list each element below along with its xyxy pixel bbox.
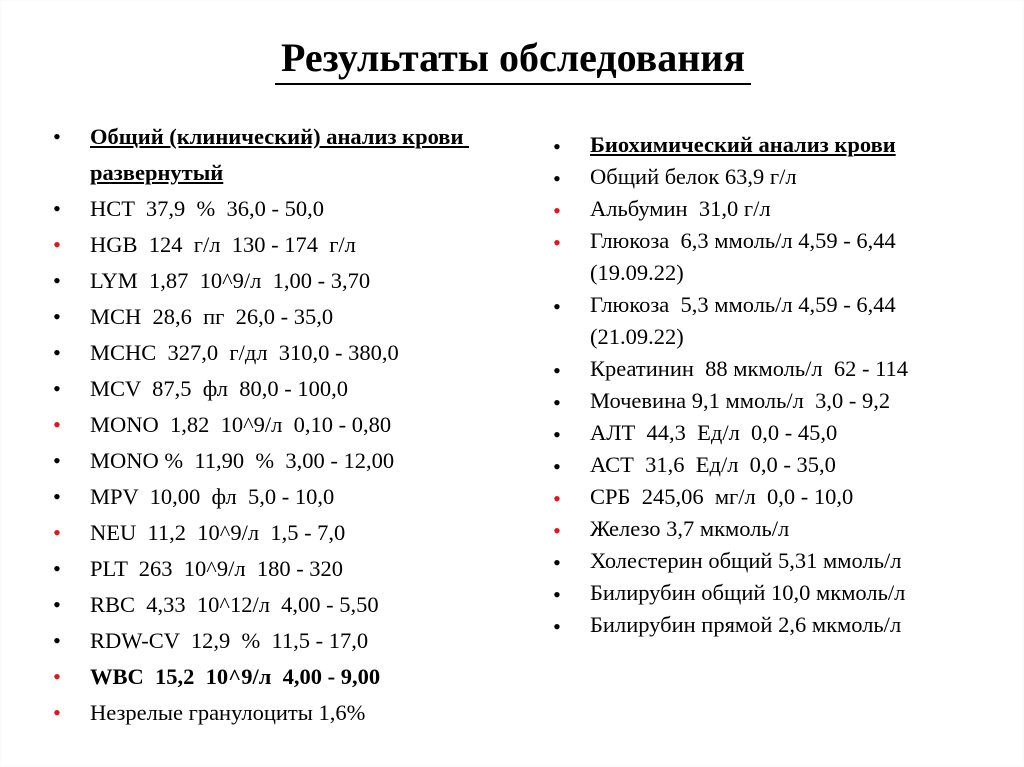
bullet-icon: • bbox=[553, 358, 561, 383]
left-column-item-label: MCHC 327,0 г/дл 310,0 - 380,0 bbox=[90, 340, 399, 365]
bullet-icon: • bbox=[53, 664, 61, 689]
bullet-icon: • bbox=[53, 556, 61, 581]
bullet-icon: • bbox=[553, 518, 561, 543]
right-column-item-label: АСТ 31,6 Ед/л 0,0 - 35,0 bbox=[590, 452, 836, 477]
bullet-icon: • bbox=[53, 484, 61, 509]
left-column-item bbox=[45, 443, 515, 479]
bullet-icon: • bbox=[553, 422, 561, 447]
right-column-item-label: Билирубин общий 10,0 мкмоль/л bbox=[590, 580, 906, 605]
left-column-item bbox=[45, 587, 515, 623]
bullet-icon: • bbox=[53, 448, 61, 473]
bullet-icon: • bbox=[553, 550, 561, 575]
right-column-item bbox=[545, 417, 985, 449]
bullet-icon: • bbox=[53, 520, 61, 545]
right-column-item bbox=[545, 545, 985, 577]
left-column-item-label: MCH 28,6 пг 26,0 - 35,0 bbox=[90, 304, 334, 329]
page-title bbox=[1, 35, 1024, 85]
right-column-item bbox=[545, 193, 985, 225]
bullet-icon: • bbox=[53, 628, 61, 653]
bullet-icon: • bbox=[553, 390, 561, 415]
bullet-icon: • bbox=[553, 166, 561, 191]
left-column-list bbox=[45, 119, 515, 731]
bullet-icon: • bbox=[553, 198, 561, 223]
right-column-list bbox=[545, 129, 985, 641]
right-column-item-label: Общий белок 63,9 г/л bbox=[590, 164, 797, 189]
left-column-item-label: HCT 37,9 % 36,0 - 50,0 bbox=[90, 196, 324, 221]
bullet-icon: • bbox=[553, 614, 561, 639]
right-column-item-label: Биохимический анализ крови bbox=[590, 132, 896, 157]
left-column-item-label: MONO % 11,90 % 3,00 - 12,00 bbox=[90, 448, 395, 473]
right-column-item-label: Глюкоза 6,3 ммоль/л 4,59 - 6,44 (19.09.22) bbox=[590, 228, 902, 285]
right-column-item-label: Креатинин 88 мкмоль/л 62 - 114 bbox=[590, 356, 909, 381]
left-column-item bbox=[45, 515, 515, 551]
bullet-icon: • bbox=[53, 196, 61, 221]
right-column-item bbox=[545, 481, 985, 513]
bullet-icon: • bbox=[553, 134, 561, 159]
right-column-item-label: Железо 3,7 мкмоль/л bbox=[590, 516, 790, 541]
left-column-item bbox=[45, 227, 515, 263]
left-column-item-label: MONO 1,82 10^9/л 0,10 - 0,80 bbox=[90, 412, 392, 437]
left-column-item-label: RBC 4,33 10^12/л 4,00 - 5,50 bbox=[90, 592, 379, 617]
left-column-item bbox=[45, 551, 515, 587]
bullet-icon: • bbox=[53, 268, 61, 293]
right-column-item bbox=[545, 513, 985, 545]
right-column-item bbox=[545, 577, 985, 609]
left-column-item-label: NEU 11,2 10^9/л 1,5 - 7,0 bbox=[90, 520, 346, 545]
bullet-icon: • bbox=[53, 124, 61, 149]
right-column-item bbox=[545, 385, 985, 417]
right-column-item-label: Билирубин прямой 2,6 мкмоль/л bbox=[590, 612, 902, 637]
left-column-item-label: Незрелые гранулоциты 1,6% bbox=[90, 700, 366, 725]
bullet-icon: • bbox=[553, 454, 561, 479]
page-title-text: Результаты обследования bbox=[275, 35, 751, 85]
left-column-item bbox=[45, 263, 515, 299]
right-column-item-label: Холестерин общий 5,31 ммоль/л bbox=[590, 548, 902, 573]
left-column-item bbox=[45, 407, 515, 443]
bullet-icon: • bbox=[553, 486, 561, 511]
left-column-item-label: HGB 124 г/л 130 - 174 г/л bbox=[90, 232, 356, 257]
left-column-item-label: MPV 10,00 фл 5,0 - 10,0 bbox=[90, 484, 335, 509]
right-column-item-label: АЛТ 44,3 Ед/л 0,0 - 45,0 bbox=[590, 420, 838, 445]
right-column-item bbox=[545, 449, 985, 481]
left-column-item-label: Общий (клинический) анализ крови развернутый bbox=[90, 124, 470, 185]
right-column-item-label: Мочевина 9,1 ммоль/л 3,0 - 9,2 bbox=[590, 388, 891, 413]
left-column-item-label: PLT 263 10^9/л 180 - 320 bbox=[90, 556, 344, 581]
bullet-icon: • bbox=[53, 340, 61, 365]
bullet-icon: • bbox=[53, 304, 61, 329]
left-column-item bbox=[45, 119, 515, 191]
bullet-icon: • bbox=[53, 232, 61, 257]
right-column-item bbox=[545, 353, 985, 385]
bullet-icon: • bbox=[53, 700, 61, 725]
right-column bbox=[545, 129, 985, 641]
right-column-item bbox=[545, 225, 985, 289]
right-column-item-label: Альбумин 31,0 г/л bbox=[590, 196, 771, 221]
left-column-item-label: RDW-CV 12,9 % 11,5 - 17,0 bbox=[90, 628, 369, 653]
left-column-item bbox=[45, 371, 515, 407]
right-column-item bbox=[545, 161, 985, 193]
right-column-item bbox=[545, 289, 985, 353]
bullet-icon: • bbox=[553, 294, 561, 319]
left-column-item bbox=[45, 479, 515, 515]
bullet-icon: • bbox=[53, 412, 61, 437]
right-column-item bbox=[545, 609, 985, 641]
right-column-item-label: СРБ 245,06 мг/л 0,0 - 10,0 bbox=[590, 484, 854, 509]
left-column-item bbox=[45, 299, 515, 335]
left-column-item bbox=[45, 191, 515, 227]
left-column bbox=[45, 119, 515, 731]
bullet-icon: • bbox=[53, 592, 61, 617]
bullet-icon: • bbox=[553, 582, 561, 607]
left-column-item-label: LYM 1,87 10^9/л 1,00 - 3,70 bbox=[90, 268, 371, 293]
left-column-item bbox=[45, 695, 515, 731]
left-column-item-label: WBC 15,2 10^9/л 4,00 - 9,00 bbox=[90, 664, 381, 689]
left-column-item bbox=[45, 335, 515, 371]
left-column-item bbox=[45, 659, 515, 695]
left-column-item-label: MCV 87,5 фл 80,0 - 100,0 bbox=[90, 376, 348, 401]
right-column-item-label: Глюкоза 5,3 ммоль/л 4,59 - 6,44 (21.09.22) bbox=[590, 292, 902, 349]
bullet-icon: • bbox=[53, 376, 61, 401]
left-column-item bbox=[45, 623, 515, 659]
right-column-item bbox=[545, 129, 985, 161]
bullet-icon: • bbox=[553, 230, 561, 255]
